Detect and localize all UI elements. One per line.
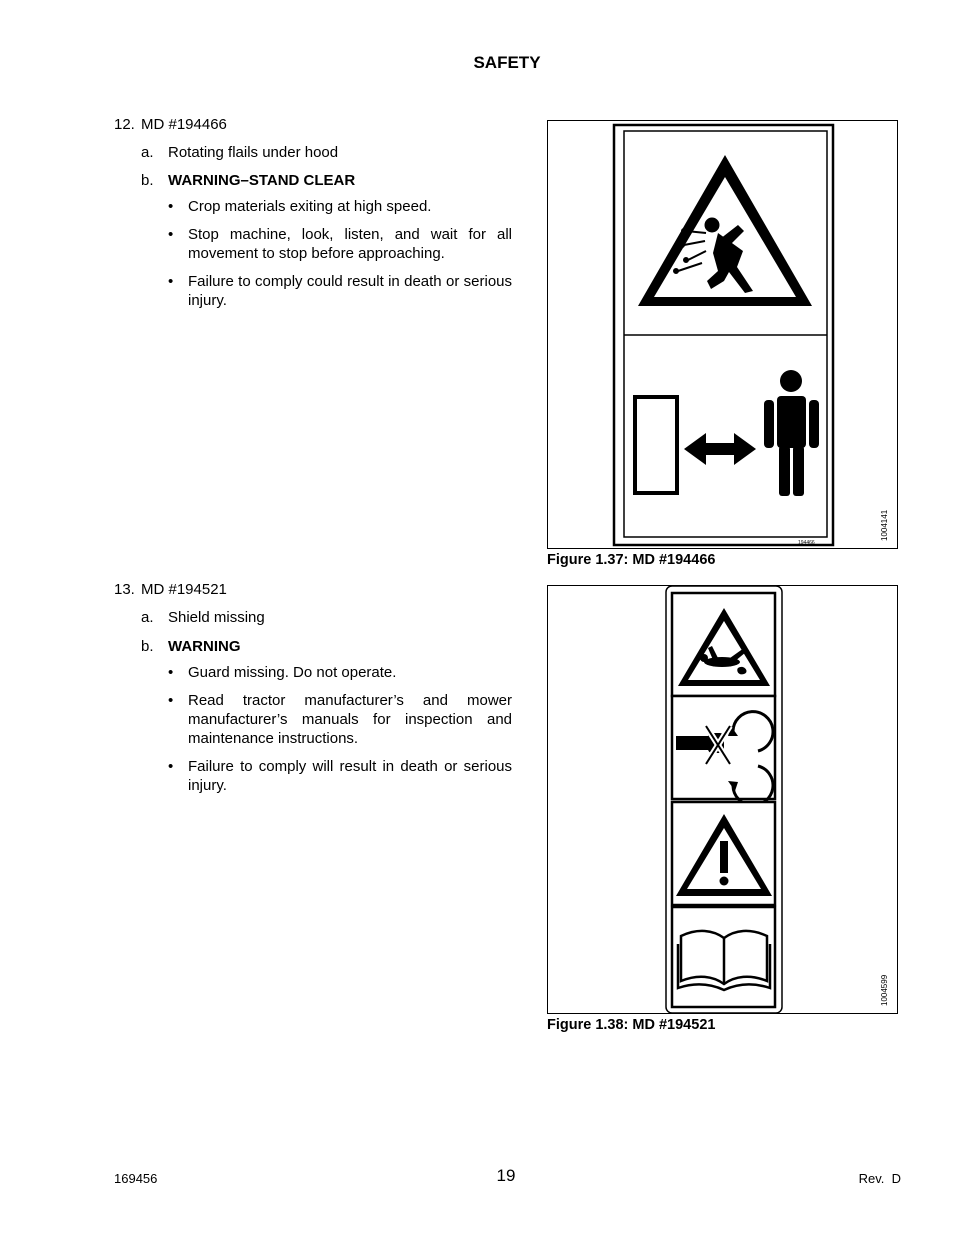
item-13-number: 13. bbox=[114, 581, 135, 598]
figure-1-37-frame bbox=[547, 120, 898, 549]
figure-1-38-frame bbox=[547, 585, 898, 1014]
page-title: SAFETY bbox=[473, 53, 541, 72]
bullet-mark: • bbox=[168, 664, 174, 681]
figure-1-38-caption: Figure 1.38: MD #194521 bbox=[547, 1017, 716, 1033]
item-13-b-text: WARNING bbox=[168, 638, 241, 655]
item-12-b-text: WARNING–STAND CLEAR bbox=[168, 172, 356, 189]
bullet-mark: • bbox=[168, 758, 174, 775]
item-12-id: MD #194466 bbox=[141, 116, 227, 133]
item-12-b-letter: b. bbox=[141, 172, 154, 189]
item-13-bullet-2: Read tractor manufacturer’s and mower manufacturer’s manuals for inspection and maintenance instructions. bbox=[188, 692, 512, 747]
stand-clear-decal bbox=[548, 121, 897, 548]
item-12-a-text: Rotating flails under hood bbox=[168, 144, 339, 161]
item-13-a-text: Shield missing bbox=[168, 609, 265, 626]
item-12-a-letter: a. bbox=[141, 144, 154, 161]
bullet-mark: • bbox=[168, 692, 174, 709]
item-12-bullet-3: Failure to comply could result in death or serious injury. bbox=[188, 273, 512, 309]
doc-number: 169456 bbox=[114, 1171, 158, 1186]
bullet-mark: • bbox=[168, 198, 174, 215]
item-12-number: 12. bbox=[114, 116, 135, 133]
item-12-bullet-1: Crop materials exiting at high speed. bbox=[188, 198, 432, 215]
item-12-bullet-2: Stop machine, look, listen, and wait for all movement to stop before approaching. bbox=[188, 226, 512, 262]
revision: Rev. D bbox=[858, 1171, 901, 1186]
machine-block-icon bbox=[635, 397, 677, 493]
figure-1-37-code: 1004141 bbox=[880, 509, 889, 541]
figure-1-37-caption: Figure 1.37: MD #194466 bbox=[547, 552, 716, 568]
item-13-a-letter: a. bbox=[141, 609, 154, 626]
bullet-mark: • bbox=[168, 226, 174, 243]
item-13-bullet-3: Failure to comply will result in death or serious injury. bbox=[188, 758, 512, 794]
figure-1-38-code: 1004599 bbox=[880, 974, 889, 1006]
page-number: 19 bbox=[496, 1166, 516, 1185]
guard-missing-decal bbox=[548, 586, 897, 1013]
item-13-bullet-1: Guard missing. Do not operate. bbox=[188, 664, 397, 681]
item-13-b-letter: b. bbox=[141, 638, 154, 655]
decal-part-label: 194466 bbox=[798, 540, 815, 546]
bullet-mark: • bbox=[168, 273, 174, 290]
item-13-id: MD #194521 bbox=[141, 581, 227, 598]
